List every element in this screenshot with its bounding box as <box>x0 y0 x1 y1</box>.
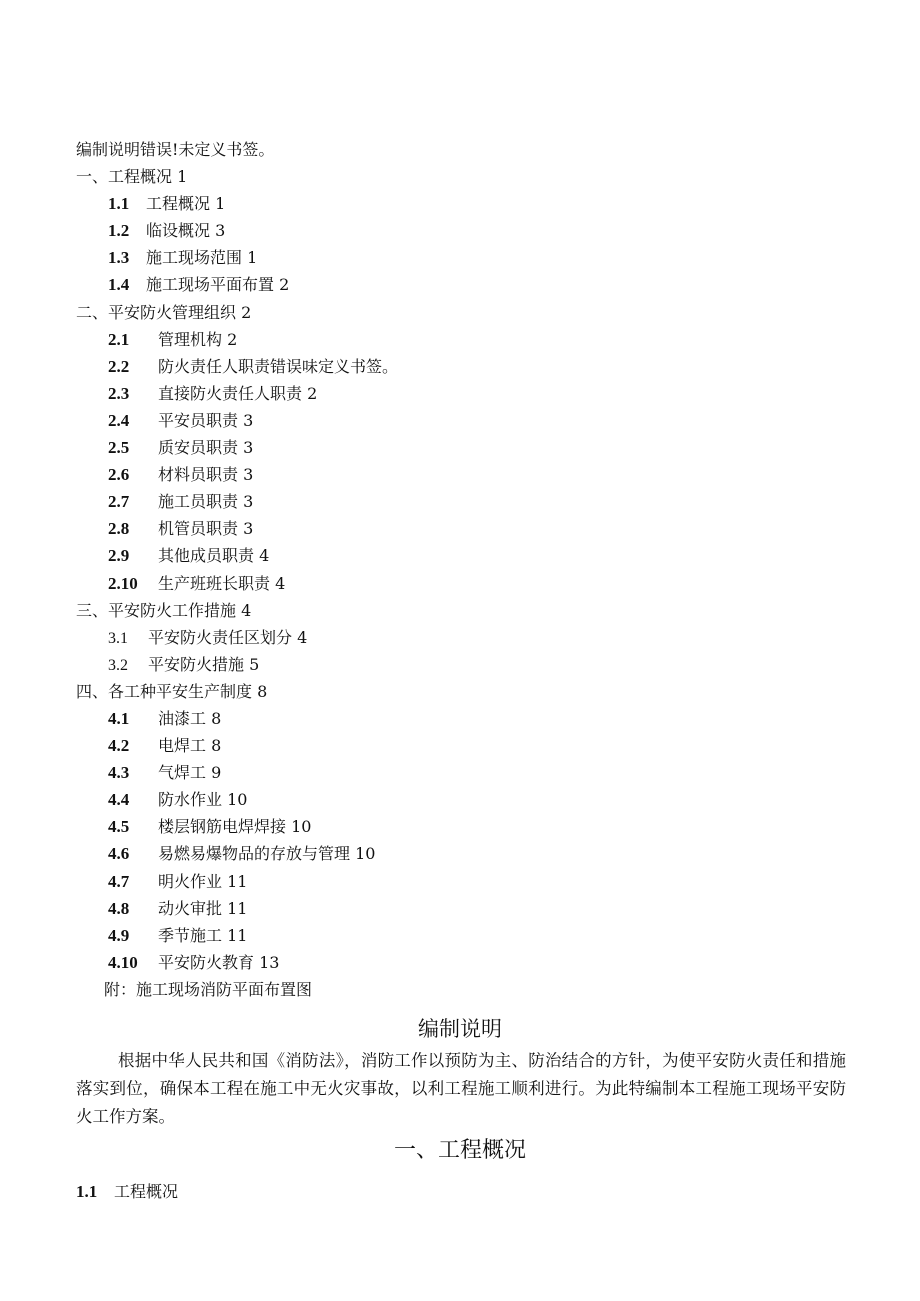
intro-paragraph: 根据中华人民共和国《消防法》，消防工作以预防为主、防治结合的方针，为使平安防火责任和措施落实到位，确保本工程在施工中无火灾事故，以利工程施工顺利进行。为此特编制本工程施工现场平安防火工作方案。 <box>76 1051 846 1126</box>
toc-entry-text: 一、工程概况 1 <box>76 167 188 187</box>
toc-entry[interactable] <box>76 624 398 651</box>
section-title: 编制说明 <box>418 1017 502 1041</box>
toc-entry-number: 3.2 <box>108 656 128 674</box>
toc-entry-text: 管理机构 2 <box>158 329 238 349</box>
subsection-heading <box>76 1178 178 1206</box>
toc-entry-number: 2.5 <box>108 438 130 458</box>
toc-entry[interactable] <box>76 542 398 569</box>
toc-entry[interactable] <box>76 380 398 407</box>
toc-entry-text: 生产班班长职责 4 <box>158 573 286 593</box>
toc-entry-text: 平安员职责 3 <box>158 410 254 430</box>
toc-entry[interactable] <box>76 597 398 624</box>
toc-entry-number: 2.2 <box>108 356 130 376</box>
toc-entry-text: 施工现场平面布置 2 <box>146 275 290 295</box>
toc-entry-number: 4.4 <box>108 790 130 810</box>
toc-entry-text: 防火责任人职责错误味定义书签。 <box>158 356 399 376</box>
toc-entry-number: 2.7 <box>108 492 130 512</box>
toc-entry[interactable] <box>76 678 398 705</box>
toc-entry[interactable] <box>76 868 398 895</box>
toc-entry-number: 2.9 <box>108 546 130 566</box>
toc-entry-text: 油漆工 8 <box>158 708 222 728</box>
toc-entry-text: 平安防火责任区划分 4 <box>148 627 308 647</box>
toc-entry[interactable] <box>76 488 398 515</box>
toc-entry-text: 三、平安防火工作措施 4 <box>76 600 252 620</box>
toc-entry[interactable] <box>76 461 398 488</box>
toc-entry[interactable] <box>76 515 398 542</box>
toc-entry[interactable] <box>76 705 398 732</box>
toc-entry[interactable] <box>76 407 398 434</box>
table-of-contents <box>76 136 398 1003</box>
toc-entry-text: 平安防火教育 13 <box>158 952 280 972</box>
toc-entry[interactable] <box>76 244 398 271</box>
toc-entry[interactable] <box>76 299 398 326</box>
toc-entry-text: 平安防火措施 5 <box>148 654 260 674</box>
toc-entry-number: 2.1 <box>108 329 130 349</box>
toc-entry-text: 气焊工 9 <box>158 763 222 783</box>
toc-entry[interactable] <box>76 353 398 380</box>
toc-entry[interactable] <box>76 271 398 298</box>
toc-entry[interactable] <box>76 732 398 759</box>
toc-entry-text: 二、平安防火管理组织 2 <box>76 302 252 322</box>
toc-entry-text: 楼层钢筋电焊焊接 10 <box>158 817 312 837</box>
toc-entry-number: 4.5 <box>108 817 130 837</box>
toc-entry[interactable] <box>76 813 398 840</box>
toc-entry[interactable] <box>76 922 398 949</box>
toc-entry-text: 编制说明错误!未定义书签。 <box>76 140 275 159</box>
toc-entry-text: 临设概况 3 <box>146 221 226 241</box>
toc-entry-text: 易燃易爆物品的存放与管理 10 <box>158 844 376 864</box>
toc-entry[interactable] <box>76 840 398 867</box>
toc-entry-number: 4.2 <box>108 736 130 756</box>
toc-entry-text: 工程概况 1 <box>146 194 226 214</box>
toc-entry-number: 4.3 <box>108 763 130 783</box>
toc-entry[interactable] <box>76 786 398 813</box>
toc-entry[interactable] <box>76 651 398 678</box>
chapter-title: 一、工程概况 <box>393 1138 526 1163</box>
toc-entry[interactable] <box>76 895 398 922</box>
toc-entry[interactable] <box>76 190 398 217</box>
toc-entry-text: 动火审批 11 <box>158 898 248 918</box>
toc-entry[interactable] <box>76 759 398 786</box>
toc-entry-number: 1.2 <box>108 221 130 241</box>
toc-entry[interactable] <box>76 434 398 461</box>
toc-entry-text: 防水作业 10 <box>158 790 248 810</box>
toc-entry-number: 2.4 <box>108 410 130 430</box>
toc-entry-text: 施工现场范围 1 <box>146 248 258 268</box>
toc-entry-text: 施工员职责 3 <box>158 492 254 512</box>
toc-entry-text: 季节施工 11 <box>158 925 248 945</box>
toc-entry-text: 直接防火责任人职责 2 <box>158 383 318 403</box>
toc-entry-number: 4.1 <box>108 708 130 728</box>
toc-appendix[interactable]: 附：施工现场消防平面布置图 <box>104 979 313 999</box>
toc-entry[interactable] <box>76 326 398 353</box>
toc-entry-number: 1.3 <box>108 248 130 268</box>
subsection-text: 工程概况 <box>114 1182 179 1201</box>
toc-entry-number: 1.1 <box>108 194 130 214</box>
toc-entry-number: 4.6 <box>108 844 130 864</box>
toc-entry-text: 四、各工种平安生产制度 8 <box>76 681 268 701</box>
toc-entry-number: 4.10 <box>108 952 138 972</box>
toc-entry[interactable] <box>76 163 398 190</box>
toc-entry-text: 质安员职责 3 <box>158 438 254 458</box>
toc-entry-text: 明火作业 11 <box>158 871 248 891</box>
toc-entry-text: 材料员职责 3 <box>158 465 254 485</box>
toc-entry-text: 电焊工 8 <box>158 736 222 756</box>
toc-entry-text: 机管员职责 3 <box>158 519 254 539</box>
toc-entry-text: 其他成员职责 4 <box>158 546 270 566</box>
toc-entry[interactable] <box>76 949 398 976</box>
toc-entry[interactable] <box>76 136 398 163</box>
toc-entry-number: 4.9 <box>108 925 130 945</box>
toc-entry-number: 4.7 <box>108 871 130 891</box>
toc-entry[interactable] <box>76 217 398 244</box>
subsection-number: 1.1 <box>76 1182 98 1201</box>
toc-entry-number: 1.4 <box>108 275 130 295</box>
toc-entry-number: 2.6 <box>108 465 130 485</box>
toc-entry-number: 2.3 <box>108 383 130 403</box>
toc-entry-number: 4.8 <box>108 898 130 918</box>
toc-entry-number: 3.1 <box>108 629 128 647</box>
toc-entry[interactable] <box>76 570 398 597</box>
toc-entry-number: 2.10 <box>108 573 138 593</box>
toc-entry-number: 2.8 <box>108 519 130 539</box>
